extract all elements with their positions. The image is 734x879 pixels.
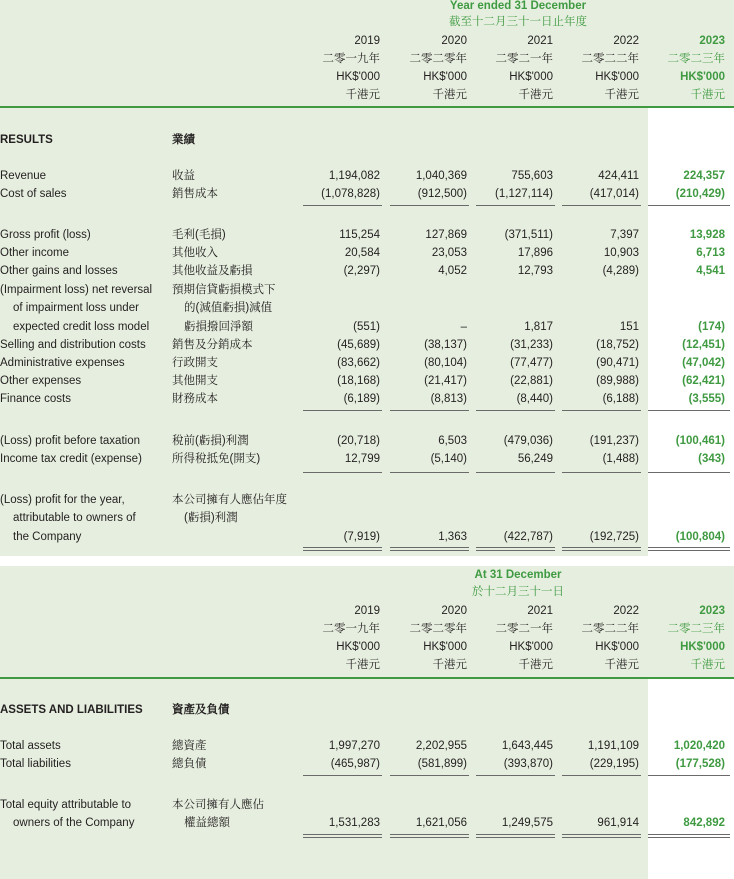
results-value-2022: (191,237) xyxy=(589,435,639,447)
results-value-2021: (1,127,114) xyxy=(495,188,553,200)
results-value-2020: 1,040,369 xyxy=(415,170,467,182)
results-value-2019: (18,168) xyxy=(337,375,380,387)
results-value-2019: 1,194,082 xyxy=(328,170,380,182)
s2-unit-2023: HK$'000 xyxy=(680,641,725,653)
results-value-2023: (174) xyxy=(698,320,725,333)
s2-unitzh-2023: 千港元 xyxy=(690,659,725,671)
results-value-2021: 56,249 xyxy=(517,453,553,465)
assets-value-2022: 961,914 xyxy=(597,817,639,830)
results-row-label-zh: 其他開支 xyxy=(172,375,218,387)
results-row-label-zh: 稅前(虧損)利潤 xyxy=(172,435,249,447)
assets-row-label-zh: 本公司擁有人應佔 xyxy=(172,799,264,811)
results-row-label-zh: 行政開支 xyxy=(172,357,218,369)
results-value-2021: 12,793 xyxy=(517,265,553,277)
results-value-2019: (83,662) xyxy=(337,357,380,369)
rule-2 xyxy=(390,410,469,411)
results-value-2022: 7,397 xyxy=(610,229,639,241)
results-row-label-en: the Company xyxy=(13,530,82,543)
results-row-label-zh: 銷售及分銷成本 xyxy=(172,339,253,351)
s2-unitzh-2020: 千港元 xyxy=(432,659,467,671)
results-value-2019: (551) xyxy=(353,320,380,333)
results-row-label-en: Administrative expenses xyxy=(0,357,125,369)
results-value-2020: 4,052 xyxy=(438,265,467,277)
results-value-2021: 755,603 xyxy=(511,170,553,182)
results-row-label-en: Other expenses xyxy=(0,375,82,387)
s1-unitzh-2021: 千港元 xyxy=(518,89,553,101)
assets-value-2021: 1,249,575 xyxy=(501,817,553,830)
s1-year-zh-2023: 二零二三年 xyxy=(667,53,725,65)
assets-value-2019: (465,987) xyxy=(330,758,380,770)
section2-header-rule xyxy=(0,677,734,679)
rule-3 xyxy=(648,472,730,473)
s2-year-2022: 2022 xyxy=(613,605,639,617)
assets-value-2020: 1,621,056 xyxy=(415,817,467,830)
s2-year-2020: 2020 xyxy=(441,605,467,617)
s1-unit-2023: HK$'000 xyxy=(680,71,725,83)
double-rule-2 xyxy=(390,834,469,838)
s1-year-zh-2020: 二零二零年 xyxy=(409,53,467,65)
double-rule-1 xyxy=(390,547,469,551)
s1-year-2022: 2022 xyxy=(613,35,639,47)
rule-3 xyxy=(562,472,641,473)
results-value-2019: (20,718) xyxy=(337,435,380,447)
assets-value-2020: (581,899) xyxy=(417,758,467,770)
results-value-2023: (3,555) xyxy=(688,393,725,405)
s1-unit-2022: HK$'000 xyxy=(595,71,639,83)
assets-value-2023: (177,528) xyxy=(675,758,725,770)
results-value-2021: 17,896 xyxy=(517,247,553,259)
results-row-label-en: Other income xyxy=(0,247,70,259)
results-row-label-zh: 收益 xyxy=(172,170,195,182)
results-row-label-en: (Loss) profit for the year, xyxy=(0,494,125,506)
results-value-2022: (18,752) xyxy=(596,339,639,351)
section1-title-zh: 截至十二月三十一日止年度 xyxy=(449,16,587,28)
results-row-label-zh: 的(減值虧損)減值 xyxy=(184,302,273,315)
s1-year-2023: 2023 xyxy=(699,35,725,47)
rule-2 xyxy=(562,410,641,411)
results-heading-zh: 業績 xyxy=(172,134,195,146)
results-row-label-en: Revenue xyxy=(0,170,47,182)
results-value-2019: (1,078,828) xyxy=(321,188,380,200)
assets-value-2022: 1,191,109 xyxy=(587,740,639,752)
section2-title-en: At 31 December xyxy=(474,569,562,581)
s2-year-zh-2021: 二零二一年 xyxy=(495,623,553,635)
results-value-2019: (6,189) xyxy=(343,393,380,405)
s2-unitzh-2022: 千港元 xyxy=(604,659,639,671)
rule-4 xyxy=(648,775,730,776)
results-value-2022: (417,014) xyxy=(589,188,639,200)
results-value-2022: 10,903 xyxy=(603,247,639,259)
results-row-label-en: Other gains and losses xyxy=(0,265,118,277)
results-row-label-en: of impairment loss under xyxy=(13,302,139,315)
results-row-label-zh: 毛利(毛損) xyxy=(172,229,226,241)
results-row-label-zh: 財務成本 xyxy=(172,393,218,405)
results-value-2023: (343) xyxy=(698,453,725,465)
s1-unit-2019: HK$'000 xyxy=(336,71,380,83)
results-value-2020: (5,140) xyxy=(430,453,467,465)
results-value-2019: (2,297) xyxy=(343,265,380,277)
results-row-label-en: Selling and distribution costs xyxy=(0,339,146,351)
results-row-label-zh: (虧損)利潤 xyxy=(184,512,238,525)
s1-year-zh-2019: 二零一九年 xyxy=(322,53,380,65)
assets-heading-en: ASSETS AND LIABILITIES xyxy=(0,704,143,716)
results-value-2021: (371,511) xyxy=(504,229,553,241)
results-value-2023: (210,429) xyxy=(675,188,725,200)
s2-year-zh-2019: 二零一九年 xyxy=(322,623,380,635)
results-value-2023: 224,357 xyxy=(683,170,725,182)
double-rule-2 xyxy=(303,834,382,838)
results-row-label-zh: 銷售成本 xyxy=(172,188,218,200)
double-rule-1 xyxy=(648,547,730,551)
results-value-2021: (31,233) xyxy=(510,339,553,351)
results-value-2021: (22,881) xyxy=(510,375,553,387)
rule-1 xyxy=(390,205,469,206)
results-row-label-en: Finance costs xyxy=(0,393,71,405)
results-row-label-zh: 預期信貸虧損模式下 xyxy=(172,284,276,296)
assets-heading-zh: 資產及負債 xyxy=(172,704,230,716)
s1-unit-2020: HK$'000 xyxy=(423,71,467,83)
s2-year-zh-2022: 二零二二年 xyxy=(581,623,639,635)
assets-value-2019: 1,997,270 xyxy=(328,740,380,752)
assets-row-label-zh: 總資產 xyxy=(172,740,207,752)
results-row-label-en: expected credit loss model xyxy=(13,320,150,333)
assets-row-label-en: Total liabilities xyxy=(0,758,71,770)
results-value-2022: (90,471) xyxy=(596,357,639,369)
s1-year-zh-2021: 二零二一年 xyxy=(495,53,553,65)
results-value-2020: (912,500) xyxy=(417,188,467,200)
s1-unit-2021: HK$'000 xyxy=(509,71,553,83)
double-rule-1 xyxy=(476,547,555,551)
results-value-2020: 23,053 xyxy=(431,247,467,259)
assets-value-2020: 2,202,955 xyxy=(415,740,467,752)
rule-4 xyxy=(562,775,641,776)
results-row-label-zh: 其他收益及虧損 xyxy=(172,265,253,277)
results-value-2023: (12,451) xyxy=(682,339,725,351)
results-value-2019: 115,254 xyxy=(339,229,380,241)
double-rule-2 xyxy=(562,834,641,838)
results-row-label-en: (Impairment loss) net reversal xyxy=(0,284,153,296)
results-value-2021: (479,036) xyxy=(503,435,553,447)
section1-header-rule xyxy=(0,106,734,108)
rule-3 xyxy=(390,472,469,473)
results-value-2020: (80,104) xyxy=(424,357,467,369)
results-value-2020: (21,417) xyxy=(424,375,467,387)
results-value-2023: (47,042) xyxy=(682,357,725,369)
rule-4 xyxy=(390,775,469,776)
results-value-2019: (7,919) xyxy=(343,530,380,543)
results-value-2020: – xyxy=(460,320,467,333)
results-value-2020: (8,813) xyxy=(430,393,467,405)
rule-1 xyxy=(648,205,730,206)
results-value-2020: 1,363 xyxy=(438,530,467,543)
assets-2023-column xyxy=(648,679,734,879)
results-row-label-zh: 所得稅抵免(開支) xyxy=(172,453,261,465)
rule-2 xyxy=(303,410,382,411)
assets-value-2023: 1,020,420 xyxy=(673,740,725,752)
rule-3 xyxy=(303,472,382,473)
results-row-label-zh: 其他收入 xyxy=(172,247,218,259)
results-value-2019: 12,799 xyxy=(344,453,380,465)
results-value-2021: 1,817 xyxy=(524,320,553,333)
s1-unitzh-2022: 千港元 xyxy=(604,89,639,101)
rule-1 xyxy=(562,205,641,206)
s1-unitzh-2020: 千港元 xyxy=(432,89,467,101)
assets-value-2021: (393,870) xyxy=(503,758,553,770)
assets-value-2021: 1,643,445 xyxy=(501,740,553,752)
results-row-label-zh: 虧損撥回淨額 xyxy=(184,320,253,333)
s2-year-zh-2020: 二零二零年 xyxy=(409,623,467,635)
s1-year-2019: 2019 xyxy=(354,35,380,47)
double-rule-2 xyxy=(648,834,730,838)
s2-unit-2019: HK$'000 xyxy=(336,641,380,653)
s1-year-2021: 2021 xyxy=(527,35,553,47)
rule-2 xyxy=(476,410,555,411)
assets-value-2022: (229,195) xyxy=(589,758,639,770)
s1-year-zh-2022: 二零二二年 xyxy=(581,53,639,65)
results-value-2019: 20,584 xyxy=(344,247,380,259)
rule-1 xyxy=(303,205,382,206)
results-value-2021: (8,440) xyxy=(516,393,553,405)
results-value-2023: (62,421) xyxy=(682,375,725,387)
results-value-2022: 151 xyxy=(619,320,639,333)
s2-year-2021: 2021 xyxy=(527,605,553,617)
results-row-label-zh: 本公司擁有人應佔年度 xyxy=(172,494,287,506)
s2-unit-2021: HK$'000 xyxy=(509,641,553,653)
results-value-2022: (89,988) xyxy=(596,375,639,387)
s2-year-2023: 2023 xyxy=(699,605,725,617)
rule-2 xyxy=(648,410,730,411)
results-value-2021: (422,787) xyxy=(503,530,553,543)
s1-unitzh-2023: 千港元 xyxy=(690,89,725,101)
results-row-label-en: Income tax credit (expense) xyxy=(0,453,142,465)
results-value-2023: (100,804) xyxy=(675,530,725,543)
results-value-2023: 4,541 xyxy=(696,265,725,277)
s2-unit-2022: HK$'000 xyxy=(595,641,639,653)
results-value-2023: (100,461) xyxy=(675,435,725,447)
double-rule-2 xyxy=(476,834,555,838)
s1-year-2020: 2020 xyxy=(441,35,467,47)
assets-row-label-en: Total equity attributable to xyxy=(0,799,132,811)
results-row-label-en: attributable to owners of xyxy=(13,512,136,525)
rule-4 xyxy=(303,775,382,776)
double-rule-1 xyxy=(303,547,382,551)
results-value-2022: (4,289) xyxy=(602,265,639,277)
s2-unitzh-2021: 千港元 xyxy=(518,659,553,671)
s2-unitzh-2019: 千港元 xyxy=(345,659,380,671)
section1-title-en: Year ended 31 December xyxy=(449,0,587,12)
results-row-label-en: Gross profit (loss) xyxy=(0,229,91,241)
s2-year-zh-2023: 二零二三年 xyxy=(667,623,725,635)
section2-title-zh: 於十二月三十一日 xyxy=(472,586,564,598)
results-value-2022: (192,725) xyxy=(589,530,639,543)
results-value-2021: (77,477) xyxy=(510,357,553,369)
results-value-2023: 6,713 xyxy=(696,247,725,259)
results-value-2020: (38,137) xyxy=(424,339,467,351)
results-row-label-en: Cost of sales xyxy=(0,188,67,200)
assets-row-label-zh: 總負債 xyxy=(172,758,207,770)
results-value-2019: (45,689) xyxy=(337,339,380,351)
s2-year-2019: 2019 xyxy=(354,605,380,617)
rule-1 xyxy=(476,205,555,206)
results-value-2022: (1,488) xyxy=(602,453,639,465)
results-value-2023: 13,928 xyxy=(689,229,725,241)
results-value-2022: (6,188) xyxy=(602,393,639,405)
results-value-2022: 424,411 xyxy=(598,170,639,182)
s1-unitzh-2019: 千港元 xyxy=(345,89,380,101)
assets-row-label-zh: 權益總額 xyxy=(184,817,230,830)
rule-4 xyxy=(476,775,555,776)
double-rule-1 xyxy=(562,547,641,551)
s2-unit-2020: HK$'000 xyxy=(423,641,467,653)
assets-row-label-en: owners of the Company xyxy=(13,817,135,830)
assets-value-2023: 842,892 xyxy=(683,817,725,830)
assets-value-2019: 1,531,283 xyxy=(328,817,380,830)
results-value-2020: 127,869 xyxy=(425,229,467,241)
assets-row-label-en: Total assets xyxy=(0,740,61,752)
results-row-label-en: (Loss) profit before taxation xyxy=(0,435,140,447)
rule-3 xyxy=(476,472,555,473)
results-value-2020: 6,503 xyxy=(438,435,467,447)
results-heading-en: RESULTS xyxy=(0,134,53,146)
